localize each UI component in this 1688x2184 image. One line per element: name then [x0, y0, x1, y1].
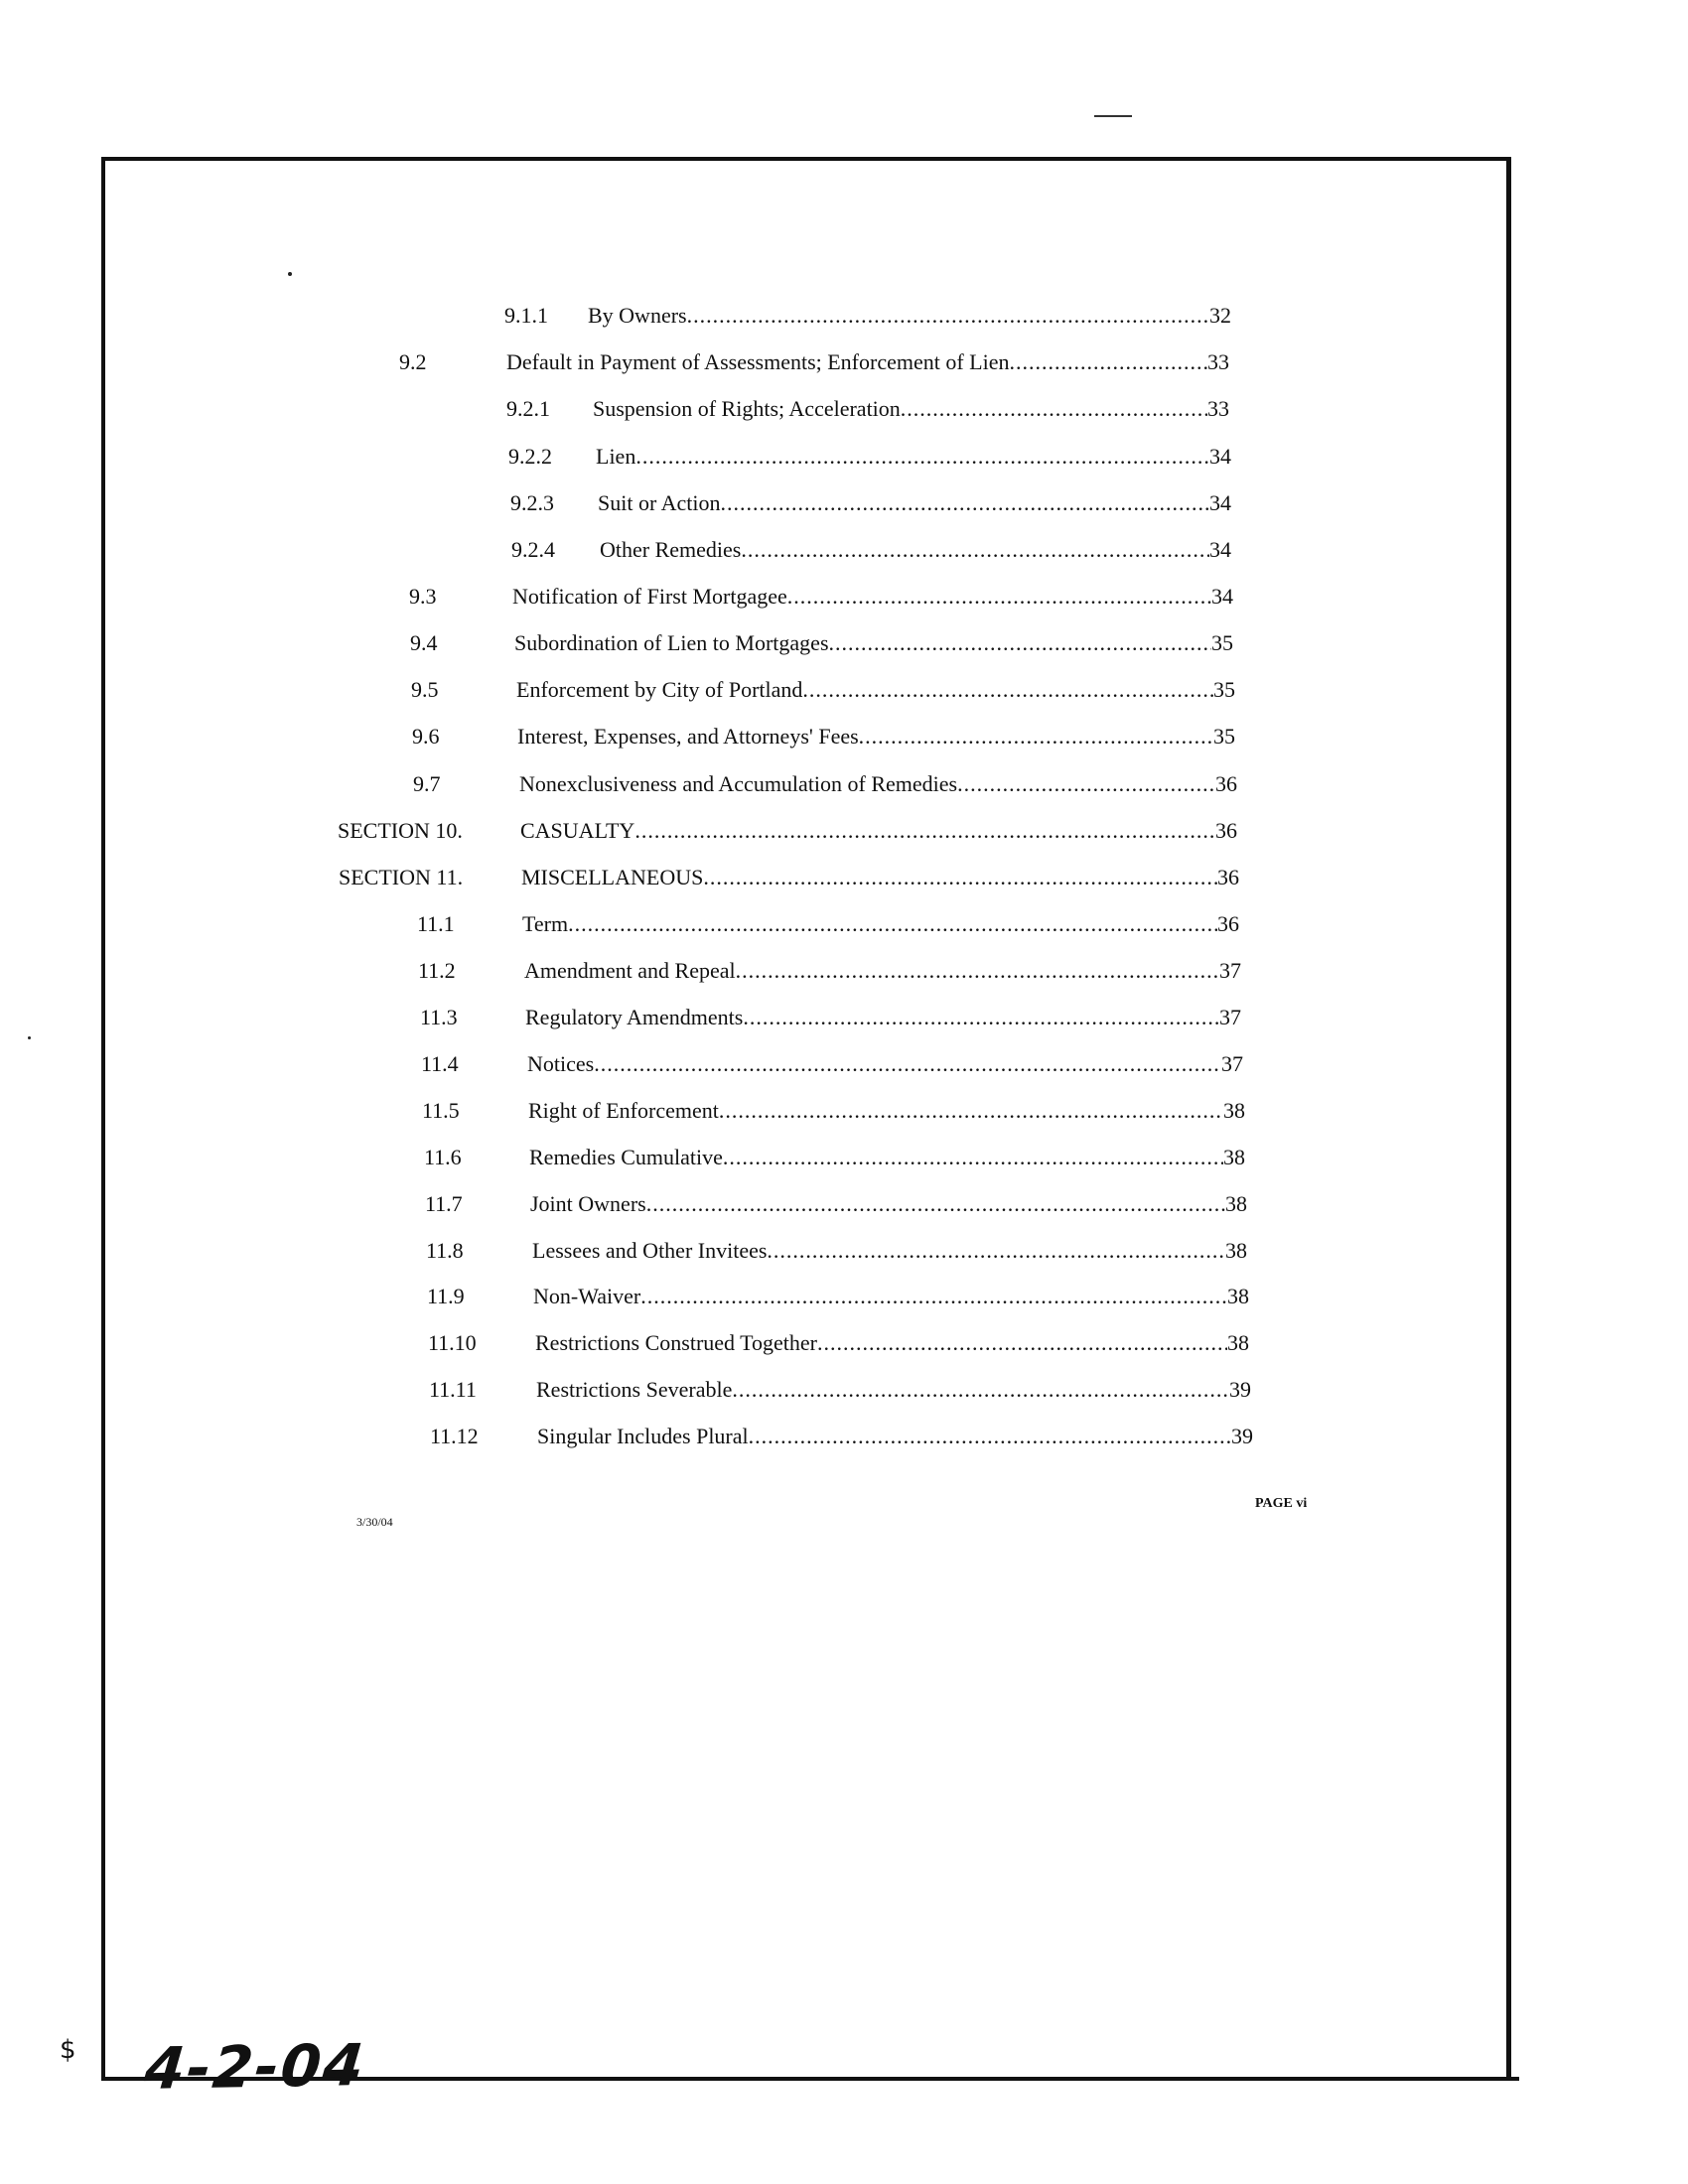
toc-entry-number: 9.3 — [409, 584, 437, 609]
toc-entry-number: 9.2.2 — [508, 444, 552, 469]
toc-entry-page: 35 — [1213, 724, 1235, 749]
toc-entry-title: Amendment and Repeal — [524, 958, 736, 983]
toc-entry-number: 9.2 — [399, 349, 427, 374]
toc-entry-number: SECTION 10. — [338, 818, 463, 843]
margin-mark: $ — [60, 2035, 76, 2065]
toc-entry-page: 39 — [1231, 1424, 1253, 1448]
toc-entry-page: 35 — [1213, 677, 1235, 702]
toc-entry-number: 9.2.1 — [506, 396, 550, 421]
toc-entry-number: 11.2 — [418, 958, 456, 983]
toc-entry-page: 38 — [1227, 1330, 1249, 1355]
toc-entry-page: 33 — [1207, 349, 1229, 374]
toc-entry — [0, 1094, 1688, 1128]
toc-entry — [0, 392, 1688, 426]
toc-dot-leader — [787, 580, 1211, 614]
toc-entry-page: 36 — [1215, 818, 1237, 843]
toc-entry-number: 9.1.1 — [504, 303, 548, 328]
toc-entry — [0, 1234, 1688, 1268]
toc-entry-title: Subordination of Lien to Mortgages — [514, 630, 829, 655]
toc-entry-title: Remedies Cumulative — [529, 1145, 723, 1169]
toc-entry-title: Notices — [527, 1051, 595, 1076]
toc-entry-title: By Owners — [588, 303, 687, 328]
toc-entry — [0, 1373, 1688, 1407]
toc-entry-title: Lessees and Other Invitees — [532, 1238, 768, 1263]
toc-entry-page: 38 — [1227, 1284, 1249, 1308]
toc-dot-leader — [817, 1326, 1227, 1360]
toc-entry-page: 35 — [1211, 630, 1233, 655]
toc-entry-page: 37 — [1219, 1005, 1241, 1029]
toc-entry-title: Non-Waiver — [533, 1284, 641, 1308]
toc-entry-number: 11.4 — [421, 1051, 459, 1076]
toc-dot-leader — [901, 392, 1207, 426]
toc-entry — [0, 1280, 1688, 1313]
toc-entry-number: 9.5 — [411, 677, 439, 702]
toc-dot-leader — [568, 907, 1217, 941]
toc-entry — [0, 1001, 1688, 1034]
toc-dot-leader — [723, 1141, 1223, 1174]
toc-entry-page: 39 — [1229, 1377, 1251, 1402]
toc-entry-page: 36 — [1217, 911, 1239, 936]
toc-dot-leader — [720, 486, 1209, 520]
toc-entry-number: 11.8 — [426, 1238, 464, 1263]
toc-entry-number: 11.3 — [420, 1005, 458, 1029]
toc-entry-title: Restrictions Severable — [536, 1377, 733, 1402]
toc-dot-leader — [646, 1187, 1225, 1221]
toc-entry-number: 11.5 — [422, 1098, 460, 1123]
toc-entry-number: 9.2.4 — [511, 537, 555, 562]
toc-entry-title: Singular Includes Plural — [537, 1424, 749, 1448]
toc-entry-page: 34 — [1211, 584, 1233, 609]
toc-entry-number: SECTION 11. — [339, 865, 464, 889]
toc-entry-number: 11.9 — [427, 1284, 465, 1308]
toc-dot-leader — [640, 1280, 1227, 1313]
toc-entry — [0, 861, 1688, 894]
toc-entry — [0, 954, 1688, 988]
toc-entry-page: 38 — [1223, 1098, 1245, 1123]
toc-dot-leader — [1010, 345, 1208, 379]
toc-entry-number: 11.11 — [429, 1377, 477, 1402]
toc-entry — [0, 1326, 1688, 1360]
toc-entry — [0, 1187, 1688, 1221]
toc-entry-title: Right of Enforcement — [528, 1098, 719, 1123]
toc-entry-title: MISCELLANEOUS — [521, 865, 704, 889]
toc-entry — [0, 533, 1688, 567]
toc-entry-page: 38 — [1225, 1238, 1247, 1263]
toc-entry-title: Restrictions Construed Together — [535, 1330, 818, 1355]
toc-dot-leader — [802, 673, 1213, 707]
toc-entry — [0, 1420, 1688, 1453]
toc-entry — [0, 767, 1688, 801]
toc-entry-number: 9.4 — [410, 630, 438, 655]
footer-date: 3/30/04 — [356, 1515, 393, 1529]
toc-dot-leader — [767, 1234, 1225, 1268]
toc-entry — [0, 345, 1688, 379]
toc-entry-title: Notification of First Mortgagee — [512, 584, 787, 609]
toc-dot-leader — [635, 440, 1209, 474]
toc-dot-leader — [749, 1420, 1231, 1453]
toc-entry — [0, 626, 1688, 660]
toc-entry-title: Enforcement by City of Portland — [516, 677, 803, 702]
toc-entry-page: 38 — [1223, 1145, 1245, 1169]
toc-entry-page: 33 — [1207, 396, 1229, 421]
toc-entry-title: Other Remedies — [600, 537, 742, 562]
toc-dot-leader — [859, 720, 1213, 753]
toc-entry-page: 34 — [1209, 444, 1231, 469]
toc-dot-leader — [957, 767, 1215, 801]
toc-entry-page: 32 — [1209, 303, 1231, 328]
toc-entry — [0, 1141, 1688, 1174]
toc-entry-title: Default in Payment of Assessments; Enforcement of Lien — [506, 349, 1010, 374]
toc-entry-title: Nonexclusiveness and Accumulation of Remedies — [519, 771, 958, 796]
toc-entry-page: 38 — [1225, 1191, 1247, 1216]
toc-dot-leader — [829, 626, 1211, 660]
toc-entry-number: 9.2.3 — [510, 490, 554, 515]
toc-entry — [0, 907, 1688, 941]
toc-dot-leader — [703, 861, 1217, 894]
toc-entry — [0, 673, 1688, 707]
toc-entry — [0, 299, 1688, 333]
toc-entry-number: 11.6 — [424, 1145, 462, 1169]
toc-entry-page: 36 — [1215, 771, 1237, 796]
toc-entry-title: Term — [522, 911, 569, 936]
toc-dot-leader — [719, 1094, 1223, 1128]
toc-entry-page: 34 — [1209, 537, 1231, 562]
toc-entry-title: CASUALTY — [520, 818, 635, 843]
toc-dot-leader — [732, 1373, 1229, 1407]
toc-entry-number: 11.1 — [417, 911, 455, 936]
toc-entry-title: Suit or Action — [598, 490, 721, 515]
toc-entry-number: 11.7 — [425, 1191, 463, 1216]
toc-entry — [0, 580, 1688, 614]
toc-entry-title: Lien — [596, 444, 636, 469]
toc-entry — [0, 486, 1688, 520]
handwritten-date: 4-2-04 — [141, 2031, 368, 2103]
toc-dot-leader — [687, 299, 1209, 333]
toc-entry-number: 9.7 — [413, 771, 441, 796]
toc-entry-page: 37 — [1221, 1051, 1243, 1076]
toc-entry-page: 37 — [1219, 958, 1241, 983]
toc-dot-leader — [634, 814, 1215, 848]
toc-dot-leader — [741, 533, 1209, 567]
footer-page-number: PAGE vi — [1255, 1496, 1308, 1511]
toc-entry — [0, 440, 1688, 474]
toc-entry-number: 11.10 — [428, 1330, 477, 1355]
toc-entry-page: 36 — [1217, 865, 1239, 889]
toc-entry-page: 34 — [1209, 490, 1231, 515]
toc-entry-title: Interest, Expenses, and Attorneys' Fees — [517, 724, 859, 749]
toc-dot-leader — [736, 954, 1219, 988]
toc-entry — [0, 720, 1688, 753]
toc-entry — [0, 814, 1688, 848]
toc-entry — [0, 1047, 1688, 1081]
toc-entry-number: 11.12 — [430, 1424, 479, 1448]
toc-entry-title: Suspension of Rights; Acceleration — [593, 396, 901, 421]
toc-dot-leader — [594, 1047, 1221, 1081]
toc-entry-number: 9.6 — [412, 724, 440, 749]
toc-entry-title: Regulatory Amendments — [525, 1005, 744, 1029]
toc-dot-leader — [743, 1001, 1219, 1034]
toc-entry-title: Joint Owners — [530, 1191, 646, 1216]
